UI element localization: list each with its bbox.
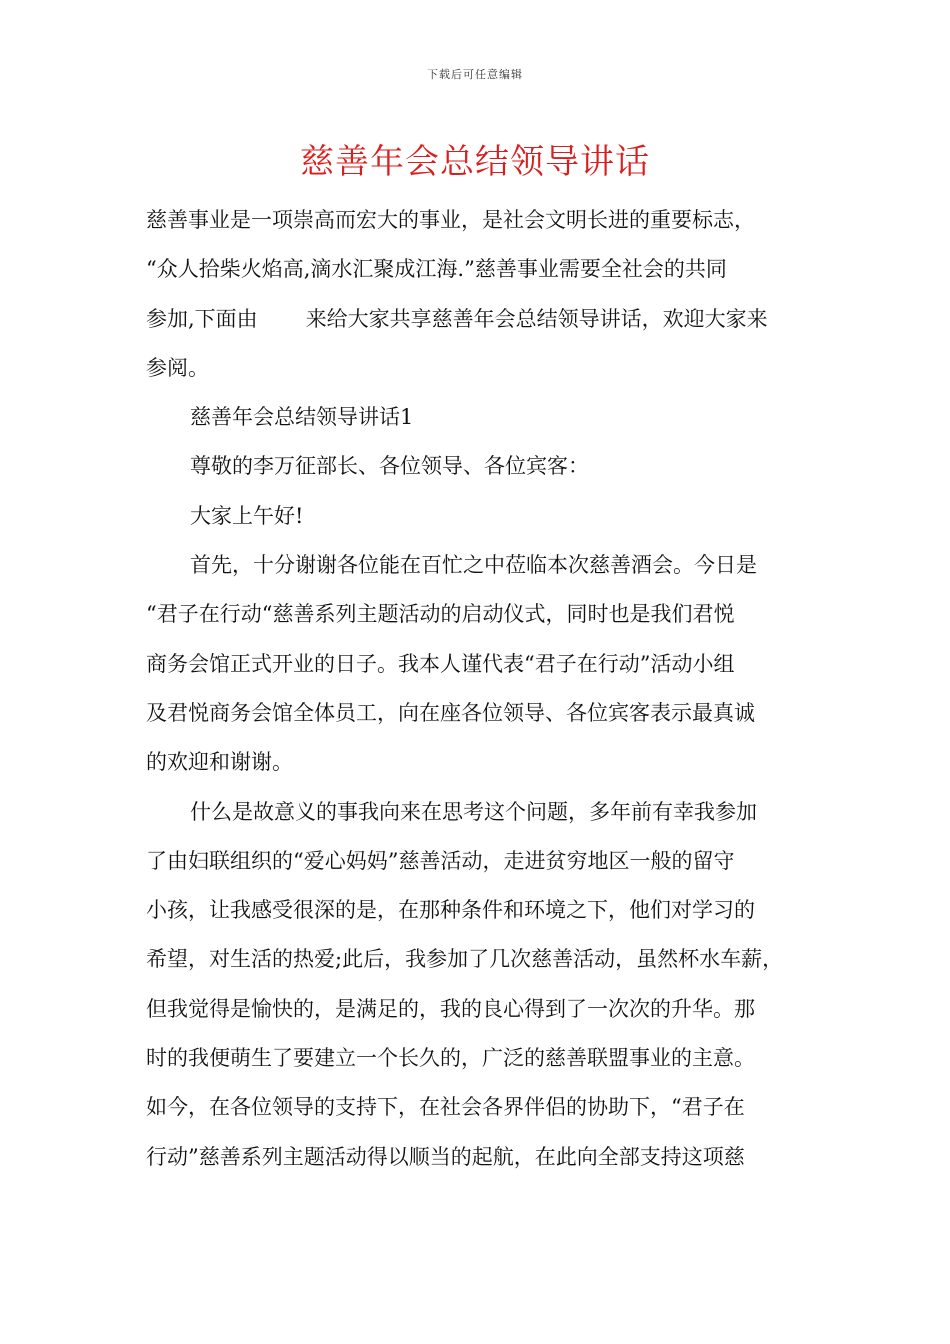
intro-line-3-end: 来给大家共享慈善年会总结领导讲话，欢迎大家来	[305, 306, 768, 331]
paragraph-2-line: 时的我便萌生了要建立一个长久的，广泛的慈善联盟事业的主意。	[146, 1046, 755, 1071]
section-heading: 慈善年会总结领导讲话1	[190, 405, 414, 430]
intro-line-3-start: 参加,下面由	[146, 306, 258, 331]
paragraph-1-line: “君子在行动“慈善系列主题活动的启动仪式，同时也是我们君悦	[146, 602, 735, 627]
greeting: 大家上午好!	[190, 503, 304, 528]
paragraph-1-line: 及君悦商务会馆全体员工，向在座各位领导、各位宾客表示最真诚	[146, 700, 755, 725]
intro-line-2: “众人拾柴火焰高,滴水汇聚成江海.”慈善事业需要全社会的共同	[146, 257, 727, 282]
paragraph-1-line: 商务会馆正式开业的日子。我本人谨代表“君子在行动”活动小组	[146, 651, 735, 676]
intro-line-4: 参阅。	[146, 355, 209, 380]
salutation: 尊敬的李万征部长、各位领导、各位宾客：	[190, 454, 589, 479]
header-note: 下载后可任意编辑	[427, 68, 523, 81]
intro-line-3	[146, 295, 826, 344]
document-body	[146, 196, 826, 1182]
paragraph-2-line: 行动”慈善系列主题活动得以顺当的起航，在此向全部支持这项慈	[146, 1144, 745, 1169]
intro-line-1: 慈善事业是一项崇高而宏大的事业，是社会文明长进的重要标志，	[146, 208, 755, 232]
paragraph-2-line: 如今，在各位领导的支持下，在社会各界伴侣的协助下，“君子在	[146, 1095, 745, 1120]
document-title: 慈善年会总结领导讲话	[300, 142, 650, 182]
paragraph-2-line: 但我觉得是愉快的，是满足的，我的良心得到了一次次的升华。那	[146, 996, 755, 1021]
paragraph-2-line: 了由妇联组织的“爱心妈妈”慈善活动，走进贫穷地区一般的留守	[146, 848, 735, 873]
paragraph-2-line: 希望，对生活的热爱;此后，我参加了几次慈善活动，虽然杯水车薪，	[146, 947, 784, 972]
paragraph-2-line: 什么是故意义的事我向来在思考这个问题，多年前有幸我参加	[190, 799, 757, 824]
paragraph-1-line: 的欢迎和谢谢。	[146, 750, 293, 775]
paragraph-1-line: 首先，十分谢谢各位能在百忙之中莅临本次慈善酒会。今日是	[190, 553, 757, 578]
paragraph-2-line: 小孩，让我感受很深的是，在那种条件和环境之下，他们对学习的	[146, 898, 755, 923]
